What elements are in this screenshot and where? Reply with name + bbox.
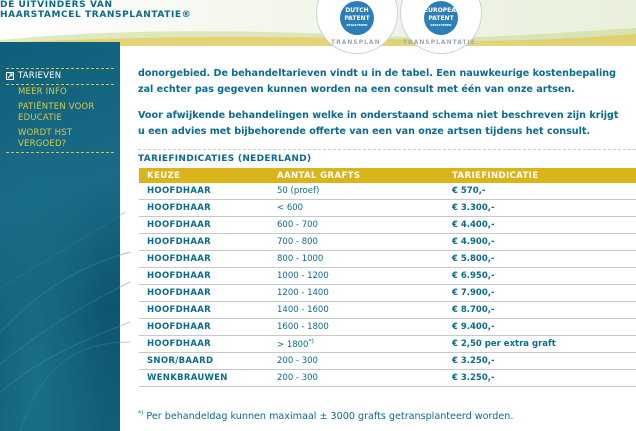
- table-row: [139, 268, 636, 285]
- column-header-aantal-grafts: AANTAL GRAFTS: [269, 168, 444, 183]
- table-title: TARIEFINDICATIES (NEDERLAND): [138, 154, 312, 164]
- cell-keuze: HOOFDHAAR: [139, 234, 269, 251]
- dutch-patent-seal: [316, 0, 398, 54]
- table-header-row: [139, 168, 636, 183]
- arrow-icon: [6, 72, 14, 80]
- cell-tarief: € 9.400,-: [444, 319, 636, 336]
- footnote-marker: *): [308, 338, 314, 346]
- sidebar-item-meer-info[interactable]: MEER INFO: [18, 87, 67, 97]
- footnote: [138, 410, 513, 422]
- sidebar-item-tarieven[interactable]: [6, 69, 114, 84]
- footnote-text: Per behandeldag kunnen maximaal ± 3000 grafts getransplanteerd worden.: [143, 411, 514, 423]
- cell-grafts: 200 - 300: [269, 370, 444, 387]
- cell-tarief: € 8.700,-: [444, 302, 636, 319]
- patent-seals: [316, 0, 486, 52]
- cell-grafts: 1200 - 1400: [269, 285, 444, 302]
- advice-paragraph-line-1: Voor afwijkende behandelingen welke in onderstaand schema niet beschreven zijn krijgt: [138, 110, 619, 121]
- cell-keuze: HOOFDHAAR: [139, 268, 269, 285]
- seal-arc-text-left: TRANSPLAN: [331, 39, 381, 46]
- cell-keuze: SNOR/BAARD: [139, 353, 269, 370]
- cell-grafts: 700 - 800: [269, 234, 444, 251]
- cell-keuze: HOOFDHAAR: [139, 285, 269, 302]
- cell-keuze: HOOFDHAAR: [139, 183, 269, 200]
- advice-paragraph-line-2: u een advies met bijbehorende offerte van een van onze artsen tijdens het consult.: [138, 126, 591, 137]
- cell-tarief: € 3.300,-: [444, 200, 636, 217]
- cell-tarief: € 2,50 per extra graft: [444, 336, 636, 353]
- footnote-marker: *): [138, 410, 144, 417]
- site-tagline: [0, 0, 191, 20]
- cell-keuze: HOOFDHAAR: [139, 217, 269, 234]
- cell-grafts: 200 - 300: [269, 353, 444, 370]
- cell-grafts-text: > 1800: [277, 339, 309, 350]
- sidebar-item-label: TARIEVEN: [18, 71, 62, 81]
- table-row: [139, 217, 636, 234]
- tariff-table: [139, 168, 636, 387]
- cell-grafts: 1000 - 1200: [269, 268, 444, 285]
- intro-paragraph-line-1: donorgebied. De behandeltarieven vindt u in de tabel. Een nauwkeurige kostenbepaling: [138, 68, 616, 79]
- sidebar-menu: [6, 68, 114, 153]
- sidebar-item-patienten-voor-educatie[interactable]: PATIËNTEN VOOR EDUCATIE: [18, 102, 95, 123]
- column-header-keuze: KEUZE: [139, 168, 269, 183]
- table-row: [139, 302, 636, 319]
- site-header: [0, 0, 636, 46]
- tagline-line-2: HAARSTAMCEL TRANSPLANTATIE®: [0, 10, 192, 20]
- cell-keuze: HOOFDHAAR: [139, 200, 269, 217]
- cell-tarief: € 570,-: [444, 183, 636, 200]
- table-row: [139, 353, 636, 370]
- sidebar-item-wordt-hst-vergoed[interactable]: WORDT HST VERGOED?: [18, 128, 73, 149]
- cell-keuze: WENKBRAUWEN: [139, 370, 269, 387]
- table-row: [139, 370, 636, 387]
- table-row: [139, 285, 636, 302]
- cell-tarief: € 3.250,-: [444, 353, 636, 370]
- european-patent-badge: EUROPEAN PATENT REGISTERED: [424, 1, 458, 35]
- menu-divider: [6, 152, 114, 153]
- sidebar: [0, 42, 120, 431]
- cell-keuze: HOOFDHAAR: [139, 319, 269, 336]
- cell-grafts: 50 (proef): [269, 183, 444, 200]
- cell-tarief: € 4.900,-: [444, 234, 636, 251]
- main-content: [138, 66, 636, 140]
- cell-keuze: HOOFDHAAR: [139, 336, 269, 353]
- cell-grafts: 1400 - 1600: [269, 302, 444, 319]
- cell-grafts: 1600 - 1800: [269, 319, 444, 336]
- intro-paragraph-line-2: zal echter pas gegeven kunnen worden na een consult met één van onze artsen.: [138, 84, 575, 95]
- cell-grafts: [269, 336, 444, 353]
- dutch-patent-badge: DUTCH PATENT REGISTERED: [340, 1, 374, 35]
- cell-tarief: € 7.900,-: [444, 285, 636, 302]
- table-row: [139, 251, 636, 268]
- european-patent-seal: [400, 0, 482, 54]
- table-row: [139, 234, 636, 251]
- cell-grafts: < 600: [269, 200, 444, 217]
- cell-tarief: € 6.950,-: [444, 268, 636, 285]
- content-divider: [138, 149, 636, 150]
- column-header-tariefindicatie: TARIEFINDICATIE: [444, 168, 636, 183]
- table-row: [139, 200, 636, 217]
- cell-keuze: HOOFDHAAR: [139, 302, 269, 319]
- table-row: [139, 183, 636, 200]
- cell-tarief: € 4.400,-: [444, 217, 636, 234]
- seal-arc-text-right: TRANSPLANTATIE: [403, 39, 476, 46]
- cell-grafts: 600 - 700: [269, 217, 444, 234]
- tagline-line-1: DE UITVINDERS VAN: [0, 0, 113, 10]
- cell-grafts: 800 - 1000: [269, 251, 444, 268]
- table-row: [139, 319, 636, 336]
- cell-tarief: € 3.250,-: [444, 370, 636, 387]
- cell-keuze: HOOFDHAAR: [139, 251, 269, 268]
- table-row: [139, 336, 636, 353]
- cell-tarief: € 5.800,-: [444, 251, 636, 268]
